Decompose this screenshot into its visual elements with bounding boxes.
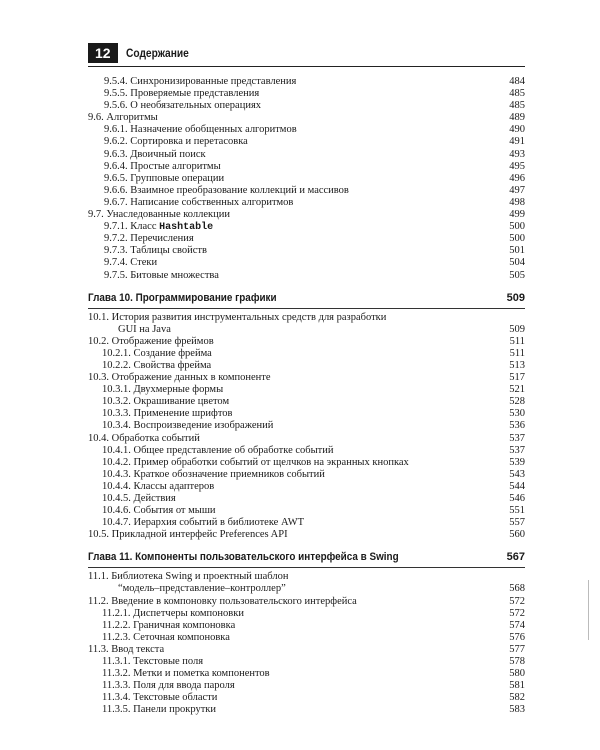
toc-entry-page: 493 (509, 148, 525, 160)
toc-entry[interactable] (88, 620, 525, 632)
chapter-divider (88, 567, 525, 568)
toc-entry[interactable] (88, 185, 525, 197)
chapter-page: 509 (506, 291, 525, 304)
toc-entry-title: 11.3. Ввод текста (88, 643, 165, 655)
toc-entry-page: 582 (509, 692, 525, 704)
toc-entry-page: 580 (509, 668, 525, 680)
chapter-divider (88, 308, 525, 309)
toc-entry[interactable] (88, 469, 525, 481)
toc-entry[interactable] (88, 704, 525, 716)
toc-entry-title: 11.3.2. Метки и пометка компонентов (102, 668, 270, 680)
toc-entry[interactable] (88, 197, 525, 209)
toc-entry-page: 557 (509, 517, 525, 529)
toc-entry-page: 497 (509, 184, 525, 196)
toc-entry-page: 500 (509, 233, 525, 245)
toc-entry[interactable] (88, 583, 525, 595)
toc-entry-title: 10.3.4. Воспроизведение изображений (102, 420, 274, 432)
toc-section-chapter-10 (88, 312, 525, 542)
toc-entry[interactable] (88, 124, 525, 136)
toc-entry-page: 578 (509, 656, 525, 668)
toc-entry-page: 505 (509, 269, 525, 281)
toc-entry[interactable] (88, 396, 525, 408)
toc-entry-title: 9.5.5. Проверяемые представления (104, 88, 260, 100)
toc-entry-title: 10.5. Прикладной интерфейс Preferences API (88, 529, 288, 541)
toc-entry[interactable] (88, 668, 525, 680)
toc-entry[interactable] (88, 608, 525, 620)
toc-entry-page: 513 (509, 359, 525, 371)
toc-entry-page: 543 (509, 468, 525, 480)
code-term: Hashtable (159, 222, 214, 234)
toc-entry-title: 11.1. Библиотека Swing и проектный шаблон (88, 571, 289, 583)
toc-entry[interactable] (88, 529, 525, 541)
toc-entry[interactable] (88, 149, 525, 161)
toc-entry-page: 560 (509, 529, 525, 541)
margin-mark (588, 580, 589, 640)
toc-entry-title: 10.4.1. Общее представление об обработке событий (102, 444, 334, 456)
table-of-contents (88, 76, 525, 717)
toc-entry[interactable] (88, 644, 525, 656)
toc-entry-title: 9.6.6. Взаимное преобразование коллекций и массивов (104, 184, 349, 196)
toc-entry[interactable] (88, 596, 525, 608)
toc-entry-title: 9.6.4. Простые алгоритмы (104, 160, 221, 172)
toc-entry[interactable] (88, 173, 525, 185)
chapter-title: Глава 10. Программирование графики (88, 291, 277, 304)
toc-entry-title: 10.4.6. События от мыши (102, 505, 216, 517)
toc-entry-title: 9.7.5. Битовые множества (104, 269, 219, 281)
toc-section-chapter-11 (88, 571, 525, 716)
toc-entry-title: 10.4.2. Пример обработки событий от щелчков на экранных кнопках (102, 456, 409, 468)
toc-entry-page: 517 (509, 372, 525, 384)
toc-entry[interactable] (88, 420, 525, 432)
toc-entry[interactable] (88, 209, 525, 221)
toc-entry-page: 536 (509, 420, 525, 432)
toc-entry-page: 537 (509, 444, 525, 456)
toc-entry-title: 9.7.1. Класс Hashtable (104, 221, 214, 234)
toc-entry-page: 498 (509, 196, 525, 208)
toc-entry-page: 574 (509, 619, 525, 631)
toc-entry-page: 511 (509, 335, 525, 347)
toc-entry-title: 9.6.7. Написание собственных алгоритмов (104, 196, 294, 208)
toc-entry-title: 11.3.5. Панели прокрутки (102, 704, 217, 716)
toc-entry-page: 568 (509, 583, 525, 595)
chapter-heading-11[interactable] (88, 549, 525, 565)
toc-entry[interactable] (88, 632, 525, 644)
toc-entry[interactable] (88, 692, 525, 704)
toc-entry-page: 528 (509, 396, 525, 408)
toc-entry[interactable] (88, 457, 525, 469)
toc-entry[interactable] (88, 245, 525, 257)
toc-entry-title: 9.5.6. О необязательных операциях (104, 100, 262, 112)
toc-entry-title: 10.3. Отображение данных в компоненте (88, 372, 271, 384)
toc-entry-title: 10.2.2. Свойства фрейма (102, 359, 212, 371)
toc-entry-page: 509 (509, 323, 525, 335)
toc-entry-page: 572 (509, 595, 525, 607)
toc-entry[interactable] (88, 257, 525, 269)
toc-entry[interactable] (88, 161, 525, 173)
toc-entry-title: 10.3.3. Применение шрифтов (102, 408, 233, 420)
toc-entry[interactable] (88, 76, 525, 88)
toc-entry[interactable] (88, 100, 525, 112)
toc-entry[interactable] (88, 136, 525, 148)
toc-entry-page: 491 (509, 136, 525, 148)
toc-entry-page: 489 (509, 112, 525, 124)
toc-section-chapter-9 (88, 76, 525, 282)
toc-entry-page: 490 (509, 124, 525, 136)
toc-entry-page: 499 (509, 209, 525, 221)
toc-entry[interactable] (88, 656, 525, 668)
toc-entry-page: 576 (509, 631, 525, 643)
toc-entry[interactable] (88, 312, 525, 324)
chapter-title: Глава 11. Компоненты пользовательского интерфейса в Swing (88, 551, 399, 564)
toc-entry-page: 521 (509, 384, 525, 396)
toc-entry-page: 537 (509, 432, 525, 444)
toc-entry-title: 9.7.3. Таблицы свойств (104, 245, 207, 257)
toc-entry-title: 9.5.4. Синхронизированные представления (104, 76, 297, 87)
toc-entry-title: 11.3.4. Текстовые области (102, 692, 218, 704)
toc-entry-title: GUI на Java (118, 323, 171, 335)
toc-entry[interactable] (88, 445, 525, 457)
toc-entry-title: 11.2.1. Диспетчеры компоновки (102, 607, 244, 619)
toc-entry-title: 9.7.2. Перечисления (104, 233, 194, 245)
toc-entry[interactable] (88, 680, 525, 692)
toc-entry-title: 11.3.1. Текстовые поля (102, 656, 204, 668)
toc-entry-page: 551 (509, 505, 525, 517)
toc-entry-title: 10.4. Обработка событий (88, 432, 200, 444)
toc-entry[interactable] (88, 324, 525, 336)
toc-entry[interactable] (88, 112, 525, 124)
toc-entry-title: “модель–представление–контроллер” (118, 583, 286, 595)
toc-entry-page: 484 (509, 76, 525, 87)
chapter-heading-10[interactable] (88, 290, 525, 306)
toc-entry-page: 504 (509, 257, 525, 269)
toc-entry-title: 11.2.3. Сеточная компоновка (102, 631, 230, 643)
toc-entry-title: 9.6.5. Групповые операции (104, 172, 225, 184)
toc-entry[interactable] (88, 571, 525, 583)
page-number: 12 (88, 43, 118, 63)
toc-entry[interactable] (88, 360, 525, 372)
toc-entry-title: 9.6.3. Двоичный поиск (104, 148, 206, 160)
toc-entry-title: 9.7.4. Стеки (104, 257, 158, 269)
toc-entry[interactable] (88, 336, 525, 348)
toc-entry[interactable] (88, 221, 525, 233)
toc-entry-title: 10.1. История развития инструментальных средств для разработки (88, 311, 387, 323)
toc-entry[interactable] (88, 481, 525, 493)
toc-entry[interactable] (88, 493, 525, 505)
chapter-page: 567 (506, 551, 525, 564)
toc-entry-page: 496 (509, 172, 525, 184)
toc-entry-title: 10.2. Отображение фреймов (88, 335, 214, 347)
toc-entry-title: 10.4.7. Иерархия событий в библиотеке AWT (102, 517, 305, 529)
toc-entry[interactable] (88, 505, 525, 517)
toc-entry-title: 11.3.3. Поля для ввода пароля (102, 680, 235, 692)
toc-entry[interactable] (88, 384, 525, 396)
toc-entry-page: 530 (509, 408, 525, 420)
toc-entry-page: 581 (509, 680, 525, 692)
running-title: Содержание (125, 46, 189, 60)
toc-entry-title: 10.4.5. Действия (102, 493, 176, 504)
toc-entry-title: 10.3.1. Двухмерные формы (102, 384, 224, 396)
toc-entry-title: 9.6. Алгоритмы (88, 112, 158, 124)
toc-entry-page: 546 (509, 493, 525, 504)
toc-entry-title: 10.3.2. Окрашивание цветом (102, 396, 230, 408)
toc-entry-page: 485 (509, 100, 525, 112)
toc-entry-page: 583 (509, 704, 525, 716)
toc-entry-page: 577 (509, 643, 525, 655)
toc-entry[interactable] (88, 372, 525, 384)
page-header (88, 40, 525, 67)
toc-entry[interactable] (88, 270, 525, 282)
toc-entry[interactable] (88, 348, 525, 360)
toc-entry-page: 572 (509, 607, 525, 619)
toc-entry-page: 501 (509, 245, 525, 257)
toc-entry-page: 544 (509, 480, 525, 492)
toc-entry-page: 485 (509, 88, 525, 100)
toc-entry-title: 11.2. Введение в компоновку пользовательского интерфейса (88, 595, 357, 607)
toc-entry[interactable] (88, 408, 525, 420)
toc-entry[interactable] (88, 433, 525, 445)
toc-entry-page: 500 (509, 221, 525, 233)
toc-entry-title: 10.2.1. Создание фрейма (102, 347, 212, 359)
toc-entry-title: 11.2.2. Граничная компоновка (102, 619, 236, 631)
toc-entry[interactable] (88, 233, 525, 245)
toc-entry-title: 9.6.1. Назначение обобщенных алгоритмов (104, 124, 297, 136)
toc-entry-page: 539 (509, 456, 525, 468)
toc-entry[interactable] (88, 88, 525, 100)
toc-entry-title: 10.4.4. Классы адаптеров (102, 480, 215, 492)
toc-entry-page: 495 (509, 160, 525, 172)
toc-entry-title: 9.7. Унаследованные коллекции (88, 209, 231, 221)
toc-entry-title: 10.4.3. Краткое обозначение приемников событий (102, 468, 325, 480)
toc-entry-title: 9.6.2. Сортировка и перетасовка (104, 136, 248, 148)
toc-entry[interactable] (88, 517, 525, 529)
toc-entry-page: 511 (509, 347, 525, 359)
